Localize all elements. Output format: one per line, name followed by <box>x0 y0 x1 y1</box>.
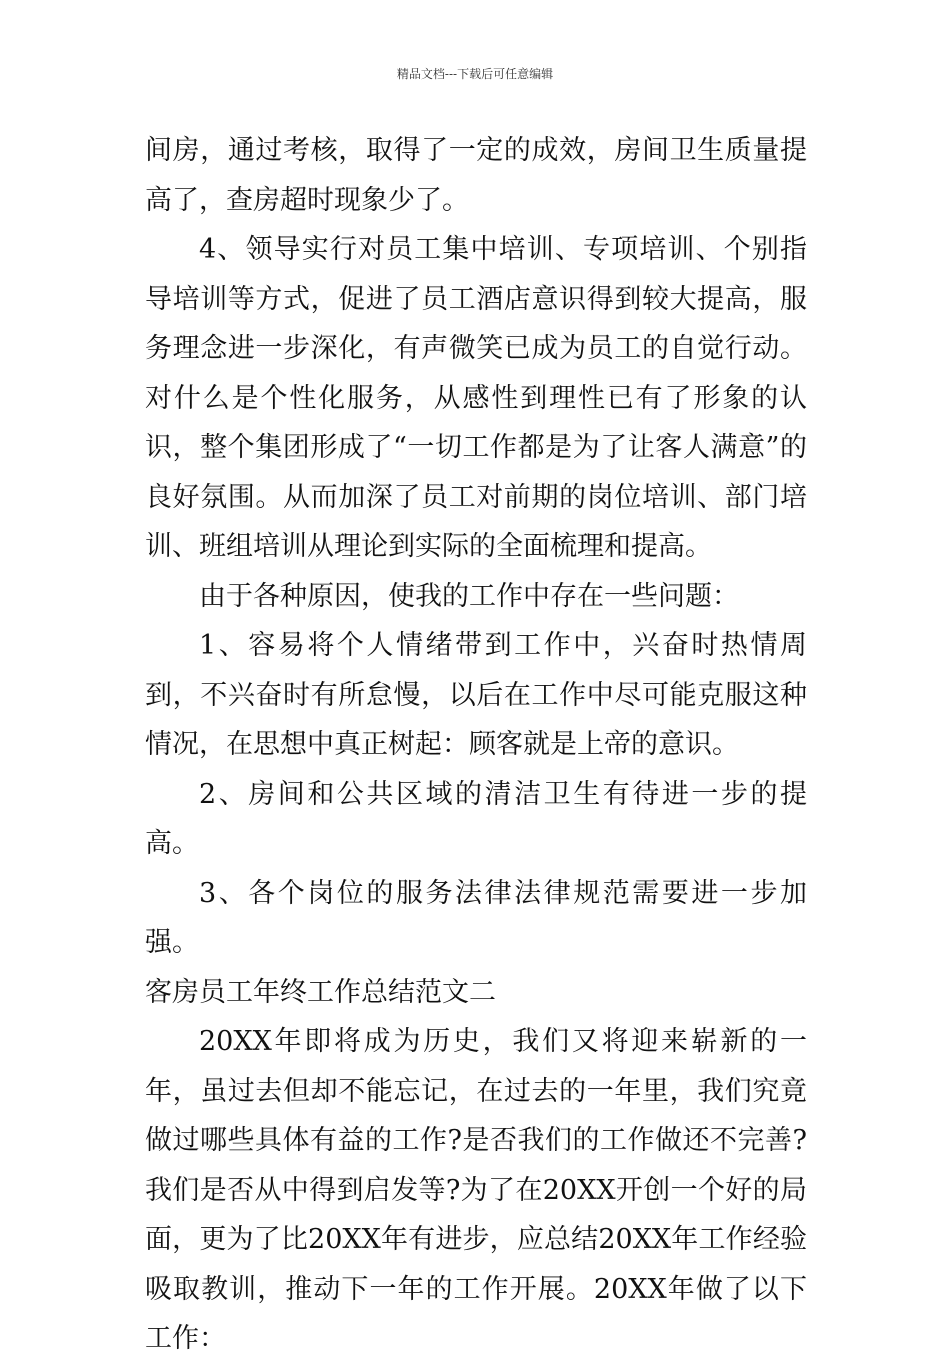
paragraph-problem-2: 2、房间和公共区域的清洁卫生有待进一步的提高。 <box>145 778 807 859</box>
paragraph-problems-intro: 由于各种原因，使我的工作中存在一些问题： <box>199 580 739 612</box>
document-body <box>145 126 807 1364</box>
paragraph-item-4: 4、领导实行对员工集中培训、专项培训、个别指导培训等方式，促进了员工酒店意识得到较大提高，服务理念进一步深化，有声微笑已成为员工的自觉行动。对什么是个性化服务，从感性到理性已有了形象的认识，整个集团形成了“一切工作都是为了让客人满意”的良好氛围。从而加深了员工对前期的岗位培训、部门培训、班组培训从理论到实际的全面梳理和提高。 <box>145 234 807 562</box>
paragraph-problem-1: 1、容易将个人情绪带到工作中，兴奋时热情周到，不兴奋时有所怠慢，以后在工作中尽可能克服这种情况，在思想中真正树起：顾客就是上帝的意识。 <box>145 630 807 760</box>
paragraph-section-intro: 20XX年即将成为历史，我们又将迎来崭新的一年，虽过去但却不能忘记，在过去的一年里，我们究竟做过哪些具体有益的工作?是否我们的工作做还不完善?我们是否从中得到启发等?为了在20XX开创一个好的局面，更为了比20XX年有进步，应总结20XX年工作经验吸取教训，推动下一年的工作开展。20XX年做了以下工作： <box>145 1026 807 1354</box>
paragraph-problem-3: 3、各个岗位的服务法律法律规范需要进一步加强。 <box>145 877 807 958</box>
section-title: 客房员工年终工作总结范文二 <box>145 976 496 1008</box>
paragraph-continuation: 间房，通过考核，取得了一定的成效，房间卫生质量提高了，查房超时现象少了。 <box>145 135 807 216</box>
page-header: 精品文档---下载后可任意编辑 <box>396 67 554 81</box>
